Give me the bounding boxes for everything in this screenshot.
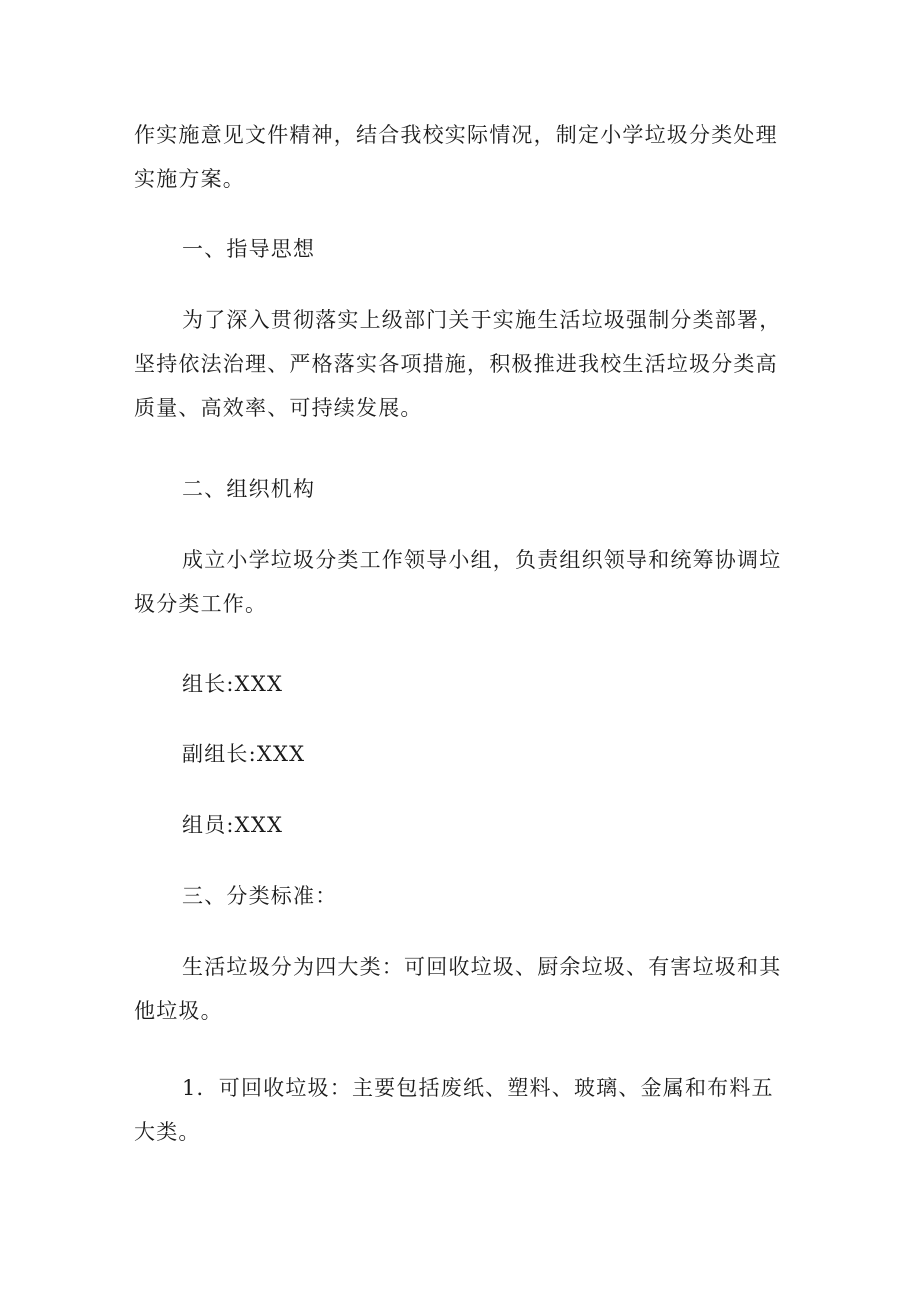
section-heading-organization: 二、组织机构	[182, 477, 316, 501]
paragraph-members: 组员:XXX	[182, 813, 284, 837]
section-heading-guiding-ideology: 一、指导思想	[182, 237, 316, 261]
paragraph-classification: 生活垃圾分为四大类：可回收垃圾、厨余垃圾、有害垃圾和其他垃圾。	[134, 955, 782, 1023]
paragraph-deputy-leader: 副组长:XXX	[182, 742, 306, 766]
paragraph-recyclable: 1．可回收垃圾：主要包括废纸、塑料、玻璃、金属和布料五大类。	[134, 1076, 774, 1144]
paragraph-leader: 组长:XXX	[182, 672, 284, 696]
section-heading-classification: 三、分类标准：	[182, 884, 338, 908]
paragraph-organization: 成立小学垃圾分类工作领导小组，负责组织领导和统筹协调垃圾分类工作。	[134, 548, 782, 616]
paragraph-guiding-ideology: 为了深入贯彻落实上级部门关于实施生活垃圾强制分类部署，坚持依法治理、严格落实各项措施，积极推进我校生活垃圾分类高质量、高效率、可持续发展。	[134, 308, 782, 420]
paragraph-intro-continued: 作实施意见文件精神，结合我校实际情况，制定小学垃圾分类处理实施方案。	[134, 123, 778, 191]
